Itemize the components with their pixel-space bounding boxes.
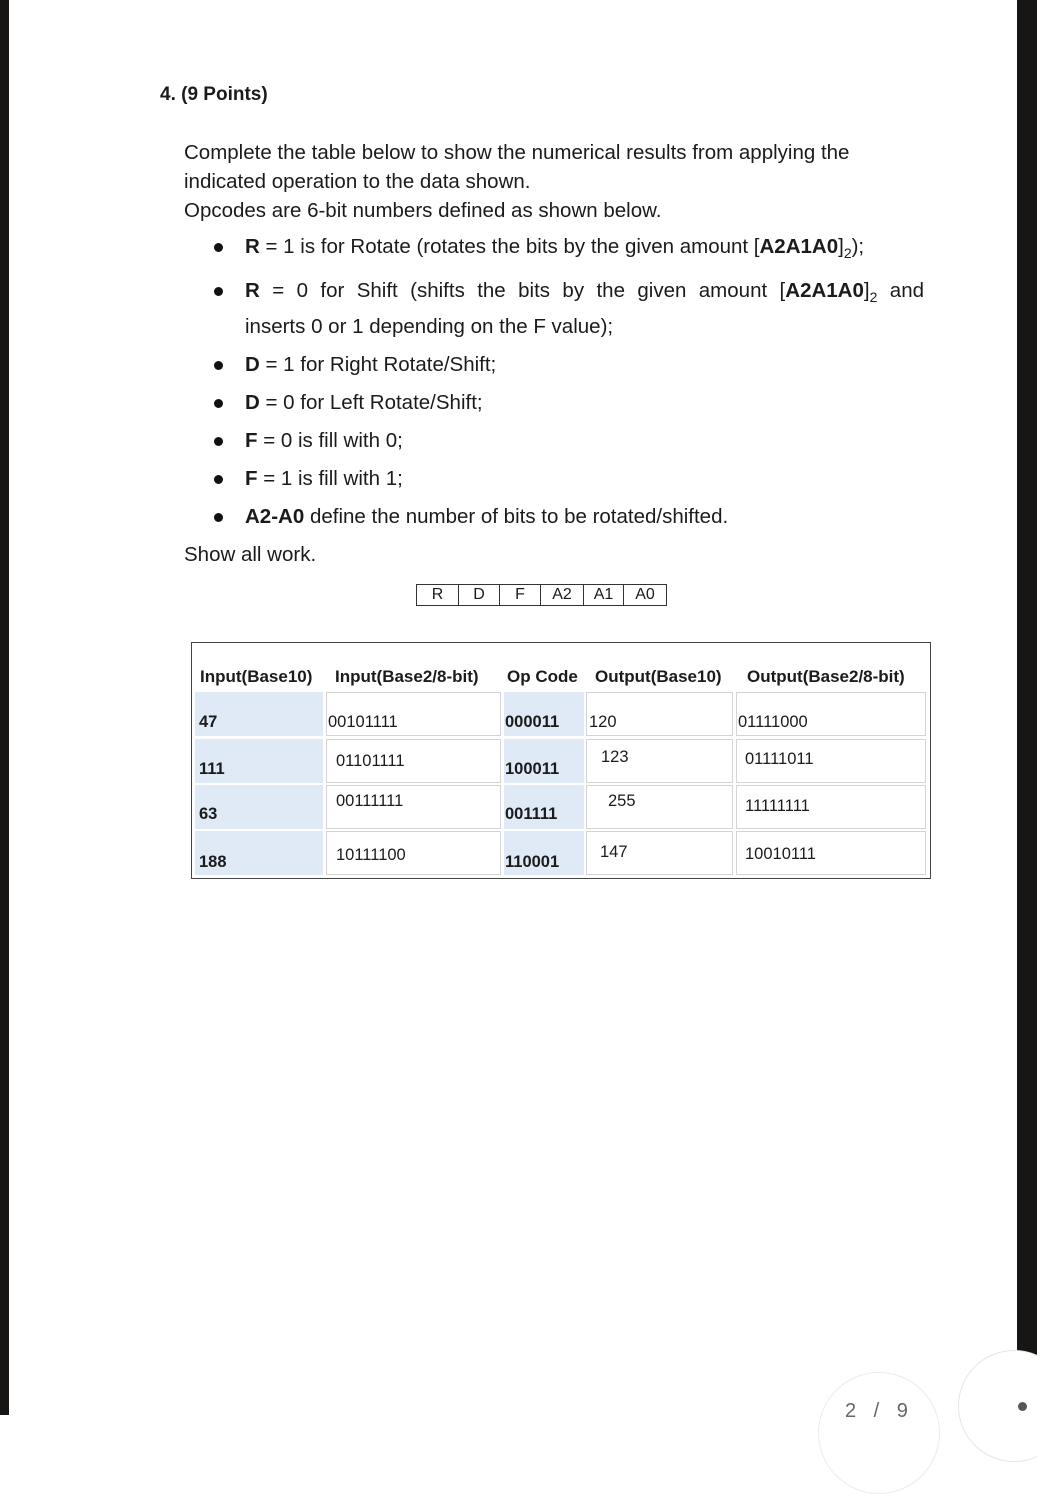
field-key: R xyxy=(245,235,260,258)
list-item xyxy=(184,464,924,493)
table-cell-opcode: 100011 xyxy=(504,739,584,783)
item-text: = 0 for Left Rotate/Shift; xyxy=(259,391,483,415)
field-key: A2A1A0 xyxy=(785,279,864,303)
opcode-field: R xyxy=(417,585,459,606)
table-cell-input-base2: 00101111 xyxy=(326,692,501,736)
column-header: Input(Base10) xyxy=(200,667,313,686)
opcode-definition-list xyxy=(184,232,924,531)
show-work-note: Show all work. xyxy=(184,543,317,566)
opcode-field: A2 xyxy=(541,585,584,606)
list-item xyxy=(184,350,924,379)
item-text: ); xyxy=(851,235,865,258)
more-options-icon[interactable] xyxy=(1018,1398,1027,1416)
bullet-icon xyxy=(214,437,223,446)
list-item xyxy=(184,502,924,531)
page-indicator: 2 / 9 xyxy=(845,1400,914,1422)
table-cell-input-base2: 01101111 xyxy=(326,739,501,783)
table-cell-input-base10: 111 xyxy=(195,739,323,783)
column-header: Input(Base2/8-bit) xyxy=(335,667,479,686)
bullet-icon xyxy=(214,513,223,522)
list-item xyxy=(184,276,924,341)
column-header: Output(Base10) xyxy=(595,667,722,686)
list-item xyxy=(184,426,924,455)
table-cell-opcode: 110001 xyxy=(504,831,584,875)
item-line: inserts 0 or 1 depending on the F value); xyxy=(245,315,614,339)
item-text: = 0 for Shift (shifts the bits by the given amount [ xyxy=(259,279,786,303)
item-text: define the number of bits to be rotated/shifted. xyxy=(304,505,729,529)
list-item xyxy=(184,388,924,417)
field-key: R xyxy=(245,279,260,303)
table-cell-opcode: 000011 xyxy=(504,692,584,736)
subscript: 2 xyxy=(843,245,852,262)
table-cell-output-base2: 11111111 xyxy=(736,785,926,829)
table-cell-output-base2: 01111011 xyxy=(736,739,926,783)
subscript: 2 xyxy=(869,289,878,306)
bullet-icon xyxy=(214,361,223,370)
item-line: R = 0 for Shift (shifts the bits by the given amount $[A2A1A0]_2$ and xyxy=(245,279,924,306)
page-indicator-bubble[interactable] xyxy=(818,1372,940,1494)
item-text: = 1 is for Rotate (rotates the bits by the given amount [ xyxy=(259,235,760,258)
item-text: = 0 is fill with 0; xyxy=(257,429,403,453)
table-cell-output-base10: 123 xyxy=(586,739,733,783)
table-cell-output-base2: 01111000 xyxy=(736,692,926,736)
opcode-field: A0 xyxy=(624,585,667,606)
intro-paragraph: Complete the table below to show the numerical results from applying the indicated operation to the data shown. xyxy=(184,141,850,193)
field-key: A2A1A0 xyxy=(759,235,839,258)
table-cell-opcode: 001111 xyxy=(504,785,584,829)
field-key: D xyxy=(245,353,260,377)
document-page xyxy=(9,0,1017,1415)
list-item: R = 1 is for Rotate (rotates the bits by the given amount $[A2A1A0]_2$); xyxy=(184,232,924,268)
field-key: F xyxy=(245,467,258,491)
item-text: = 1 is fill with 1; xyxy=(257,467,403,491)
left-edge xyxy=(0,0,9,1415)
field-key: A2-A0 xyxy=(245,505,305,529)
field-key: D xyxy=(245,391,260,415)
table-cell-input-base10: 63 xyxy=(195,785,323,829)
opcode-format-table xyxy=(416,584,667,606)
table-cell-input-base10: 188 xyxy=(195,831,323,875)
opcode-field: F xyxy=(500,585,541,606)
opcode-intro: Opcodes are 6-bit numbers defined as shown below. xyxy=(184,199,662,222)
bullet-icon xyxy=(214,243,223,252)
item-text: and xyxy=(877,279,924,303)
table-cell-output-base2: 10010111 xyxy=(736,831,926,875)
table-cell-input-base2: 00111111 xyxy=(326,785,501,829)
bullet-icon xyxy=(214,287,223,296)
question-heading: 4. (9 Points) xyxy=(160,84,268,105)
opcode-field: A1 xyxy=(584,585,624,606)
opcode-field: D xyxy=(459,585,500,606)
column-header: Op Code xyxy=(507,667,578,686)
table-cell-output-base10: 120 xyxy=(586,692,733,736)
item-text: = 1 for Right Rotate/Shift; xyxy=(259,353,497,377)
field-key: F xyxy=(245,429,258,453)
operations-table xyxy=(191,642,931,879)
table-cell-input-base2: 10111100 xyxy=(326,831,501,875)
bullet-icon xyxy=(214,475,223,484)
table-cell-output-base10: 255 xyxy=(586,785,733,829)
column-header: Output(Base2/8-bit) xyxy=(747,667,905,686)
right-edge xyxy=(1017,0,1037,1415)
table-cell-output-base10: 147 xyxy=(586,831,733,875)
table-cell-input-base10: 47 xyxy=(195,692,323,736)
bullet-icon xyxy=(214,399,223,408)
